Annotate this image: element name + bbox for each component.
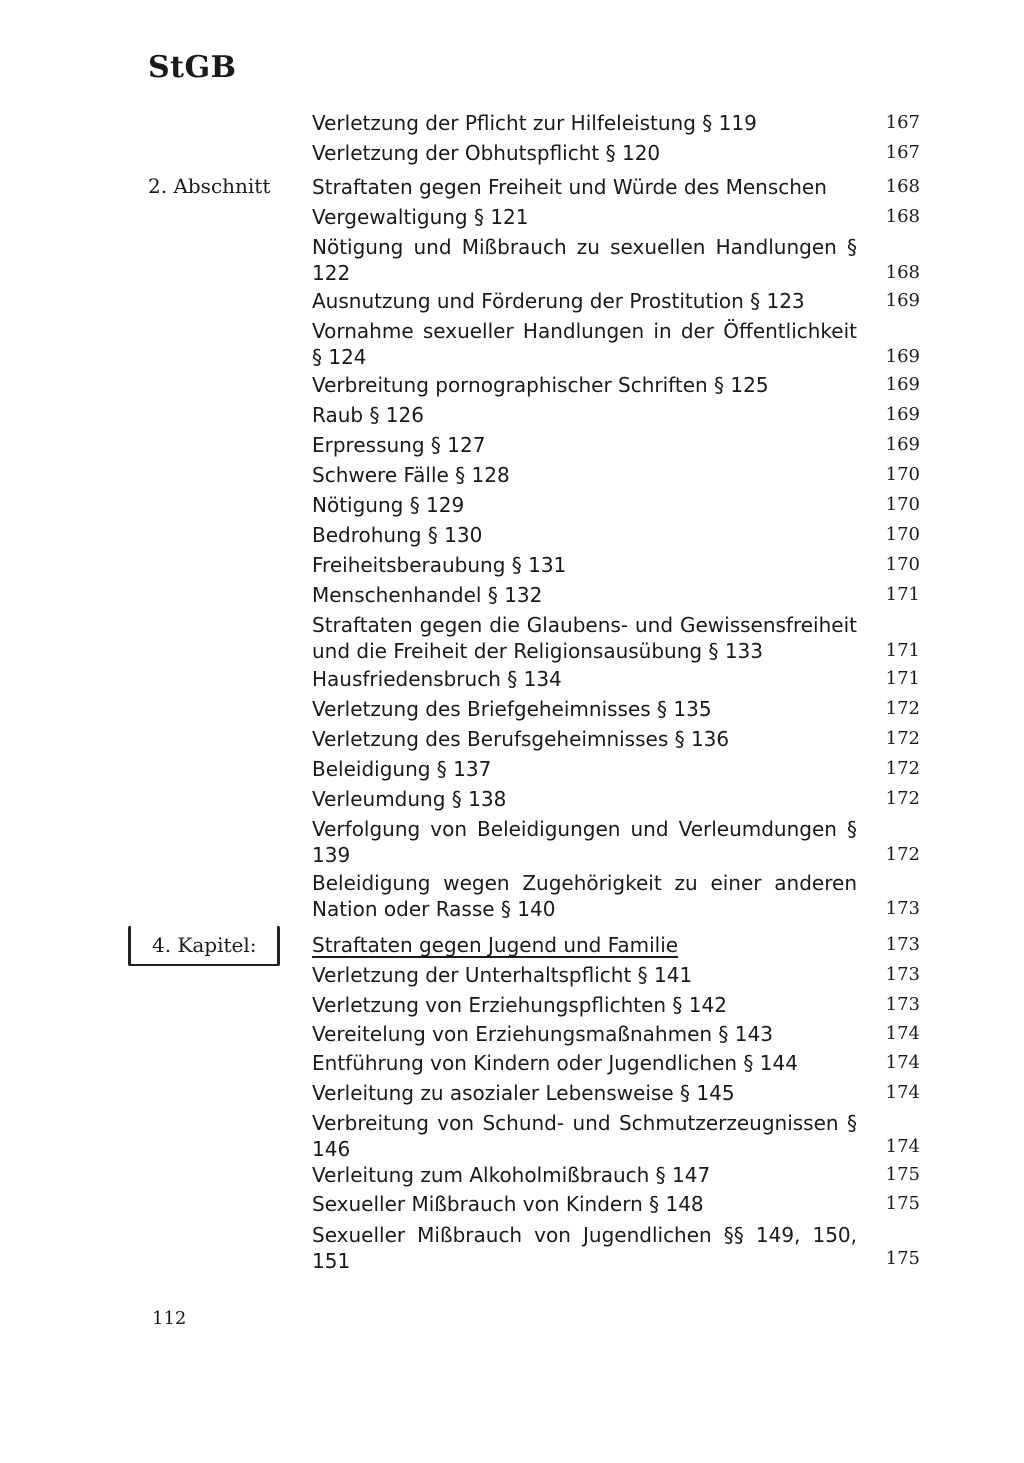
toc-entry-title: Verleitung zum Alkoholmißbrauch § 147: [312, 1163, 711, 1187]
toc-entry-title: Verfolgung von Beleidigungen und Verleumdungen § 139: [312, 817, 857, 867]
toc-entry-title: Verleumdung § 138: [312, 787, 507, 811]
toc-entry-page: 173: [885, 994, 920, 1015]
section-label: 2. Abschnitt: [148, 174, 271, 198]
toc-entry-title: Straftaten gegen Freiheit und Würde des Menschen: [312, 175, 827, 199]
chapter-label: 4. Kapitel:: [152, 933, 257, 957]
toc-entry-page: 168: [885, 176, 920, 197]
toc-entry-title: Verletzung der Obhutspflicht § 120: [312, 141, 661, 165]
toc-entry-title: Verletzung der Unterhaltspflicht § 141: [312, 963, 693, 987]
toc-entry-title: Verletzung des Berufsgeheimnisses § 136: [312, 727, 730, 751]
toc-entry-title: Verletzung von Erziehungspflichten § 142: [312, 993, 727, 1017]
toc-entry-page: 170: [885, 464, 920, 485]
toc-entry-title: Menschenhandel § 132: [312, 583, 543, 607]
toc-entry-page: 171: [885, 584, 920, 605]
toc-entry-title: Freiheitsberaubung § 131: [312, 553, 567, 577]
toc-entry-page: 175: [885, 1164, 920, 1185]
page-number: 112: [152, 1308, 187, 1329]
toc-entry-page: 172: [885, 844, 920, 865]
toc-entry-page: 169: [885, 404, 920, 425]
toc-entry-page: 171: [885, 668, 920, 689]
toc-entry-page: 171: [885, 640, 920, 661]
toc-entry-page: 170: [885, 494, 920, 515]
toc-entry-title: Beleidigung § 137: [312, 757, 492, 781]
toc-entry-title: Bedrohung § 130: [312, 523, 483, 547]
toc-entry-title: Ausnutzung und Förderung der Prostitution § 123: [312, 289, 805, 313]
toc-entry-page: 167: [885, 112, 920, 133]
toc-entry-page: 170: [885, 554, 920, 575]
toc-entry-title: Verbreitung von Schund- und Schmutzerzeugnissen § 146: [312, 1111, 857, 1161]
toc-entry-title: Vereitelung von Erziehungsmaßnahmen § 143: [312, 1022, 773, 1046]
toc-entry-page: 172: [885, 788, 920, 809]
toc-chapter-title: Straftaten gegen Jugend und Familie: [312, 933, 679, 957]
toc-entry-page: 172: [885, 758, 920, 779]
toc-entry-page: 170: [885, 524, 920, 545]
toc-entry-title: Sexueller Mißbrauch von Jugendlichen §§ 149, 150, 151: [312, 1223, 857, 1273]
toc-entry-title: Straftaten gegen die Glaubens- und Gewissensfreiheit und die Freiheit der Religionsausübung § 133: [312, 613, 857, 663]
toc-entry-page: 173: [885, 898, 920, 919]
toc-entry-page: 175: [885, 1248, 920, 1269]
toc-entry-title: Entführung von Kindern oder Jugendlichen § 144: [312, 1051, 798, 1075]
toc-entry-title: Beleidigung wegen Zugehörigkeit zu einer anderen Nation oder Rasse § 140: [312, 871, 857, 921]
toc-entry-page: 175: [885, 1193, 920, 1214]
toc-entry-page: 174: [885, 1082, 920, 1103]
toc-entry-title: Nötigung und Mißbrauch zu sexuellen Handlungen § 122: [312, 235, 857, 285]
toc-entry-page: 174: [885, 1136, 920, 1157]
toc-entry-page: 173: [885, 964, 920, 985]
toc-entry-title: Raub § 126: [312, 403, 424, 427]
toc-entry-title: Vornahme sexueller Handlungen in der Öffentlichkeit § 124: [312, 319, 857, 369]
toc-entry-page: 169: [885, 290, 920, 311]
toc-entry-title: Erpressung § 127: [312, 433, 486, 457]
toc-entry-page: 172: [885, 698, 920, 719]
toc-entry-title: Hausfriedensbruch § 134: [312, 667, 562, 691]
toc-entry-title: Schwere Fälle § 128: [312, 463, 510, 487]
toc-entry-title: Sexueller Mißbrauch von Kindern § 148: [312, 1192, 704, 1216]
toc-entry-title: Verletzung des Briefgeheimnisses § 135: [312, 697, 712, 721]
toc-entry-page: 168: [885, 206, 920, 227]
toc-entry-title: Verletzung der Pflicht zur Hilfeleistung § 119: [312, 111, 757, 135]
toc-entry-page: 172: [885, 728, 920, 749]
toc-entry-page: 168: [885, 262, 920, 283]
toc-entry-page: 167: [885, 142, 920, 163]
toc-entry-page: 169: [885, 374, 920, 395]
toc-entry-title: Verbreitung pornographischer Schriften § 125: [312, 373, 769, 397]
toc-entry-page: 173: [885, 934, 920, 955]
toc-entry-page: 174: [885, 1052, 920, 1073]
toc-entry-title: Verleitung zu asozialer Lebensweise § 145: [312, 1081, 735, 1105]
toc-entry-page: 174: [885, 1023, 920, 1044]
toc-entry-page: 169: [885, 434, 920, 455]
toc-entry-title: Nötigung § 129: [312, 493, 465, 517]
toc-entry-page: 169: [885, 346, 920, 367]
toc-entry-title: Vergewaltigung § 121: [312, 205, 529, 229]
page-header-title: StGB: [148, 50, 237, 85]
